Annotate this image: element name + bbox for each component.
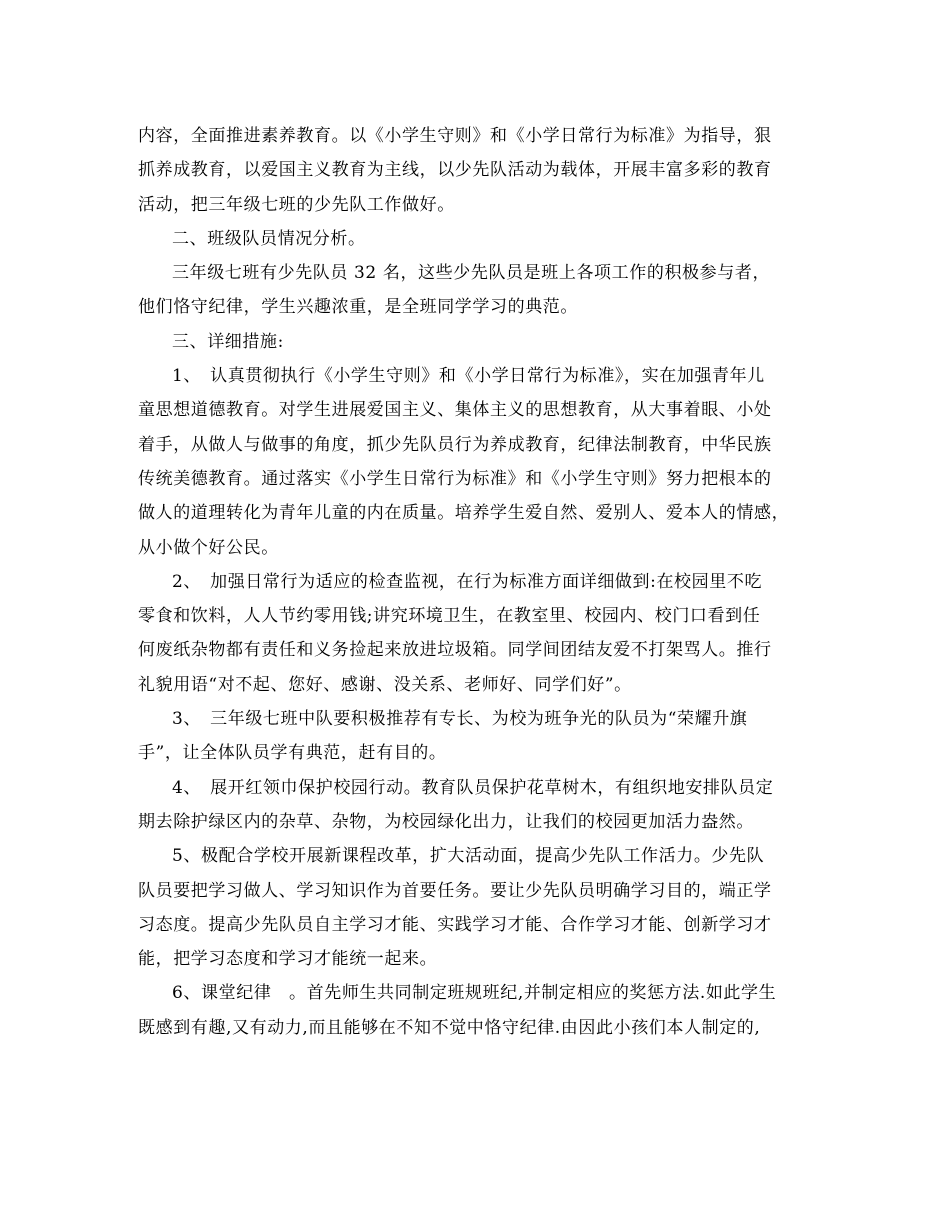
text-line: 1、 认真贯彻执行《小学生守则》和《小学日常行为标准》，实在加强青年儿 [172,366,765,387]
text-line: 既感到有趣,又有动力,而且能够在不知不觉中恪守纪律.由因此小孩们本人制定的, [138,1017,761,1038]
text-line: 5、极配合学校开展新课程改革，扩大活动面，提高少先队工作活力。少先队 [172,846,765,867]
text-line: 活动，把三年级七班的少先队工作做好。 [138,194,455,215]
text-line: 三年级七班有少先队员 32 名，这些少先队员是班上各项工作的积极参与者， [172,263,771,284]
text-line: 习态度。提高少先队员自主学习才能、实践学习才能、合作学习才能、创新学习才 [138,914,772,935]
text-line: 何废纸杂物都有责任和义务捡起来放进垃圾箱。同学间团结友爱不打架骂人。推行 [138,640,772,661]
text-line: 二、班级队员情况分析。 [172,228,366,249]
text-line: 从小做个好公民。 [138,537,279,558]
text-line: 3、 三年级七班中队要积极推荐有专长、为校为班争光的队员为“荣耀升旗 [172,709,748,730]
text-line: 着手，从做人与做事的角度，抓少先队员行为养成教育，纪律法制教育，中华民族 [138,434,772,455]
text-line: 期去除护绿区内的杂草、杂物，为校园绿化出力，让我们的校园更加活力盎然。 [138,811,754,832]
text-line: 2、 加强日常行为适应的检查监视，在行为标准方面详细做到:在校园里不吃 [172,571,763,592]
text-line: 零食和饮料，人人节约零用钱;讲究环境卫生，在教室里、校园内、校门口看到任 [138,606,761,627]
text-line: 内容，全面推进素养教育。以《小学生守则》和《小学日常行为标准》为指导，狠 [138,126,772,146]
text-line: 6、课堂纪律 。首先师生共同制定班规班纪,并制定相应的奖惩方法.如此学生 [172,983,777,1004]
document-body [138,119,818,1045]
text-line: 4、 展开红领巾保护校园行动。教育队员保护花草树木，有组织地安排队员定 [172,777,774,798]
text-line: 抓养成教育，以爱国主义教育为主线，以少先队活动为载体，开展丰富多彩的教育 [138,160,772,181]
text-line: 童思想道德教育。对学生进展爱国主义、集体主义的思想教育，从大事着眼、小处 [138,400,772,421]
text-line: 能，把学习态度和学习才能统一起来。 [138,949,438,970]
text-line: 礼貌用语“对不起、您好、感谢、没关系、老师好、同学们好”。 [138,674,632,695]
text-line: 做人的道理转化为青年儿童的内在质量。培养学生爱自然、爱别人、爱本人的情感， [138,503,790,524]
text-line: 手”，让全体队员学有典范，赶有目的。 [138,743,447,764]
text-line: 传统美德教育。通过落实《小学生日常行为标准》和《小学生守则》努力把根本的 [138,468,772,489]
text-line: 他们恪守纪律，学生兴趣浓重，是全班同学学习的典范。 [138,297,578,318]
text-line: 三、详细措施: [172,331,284,352]
text-line: 队员要把学习做人、学习知识作为首要任务。要让少先队员明确学习目的，端正学 [138,880,772,901]
